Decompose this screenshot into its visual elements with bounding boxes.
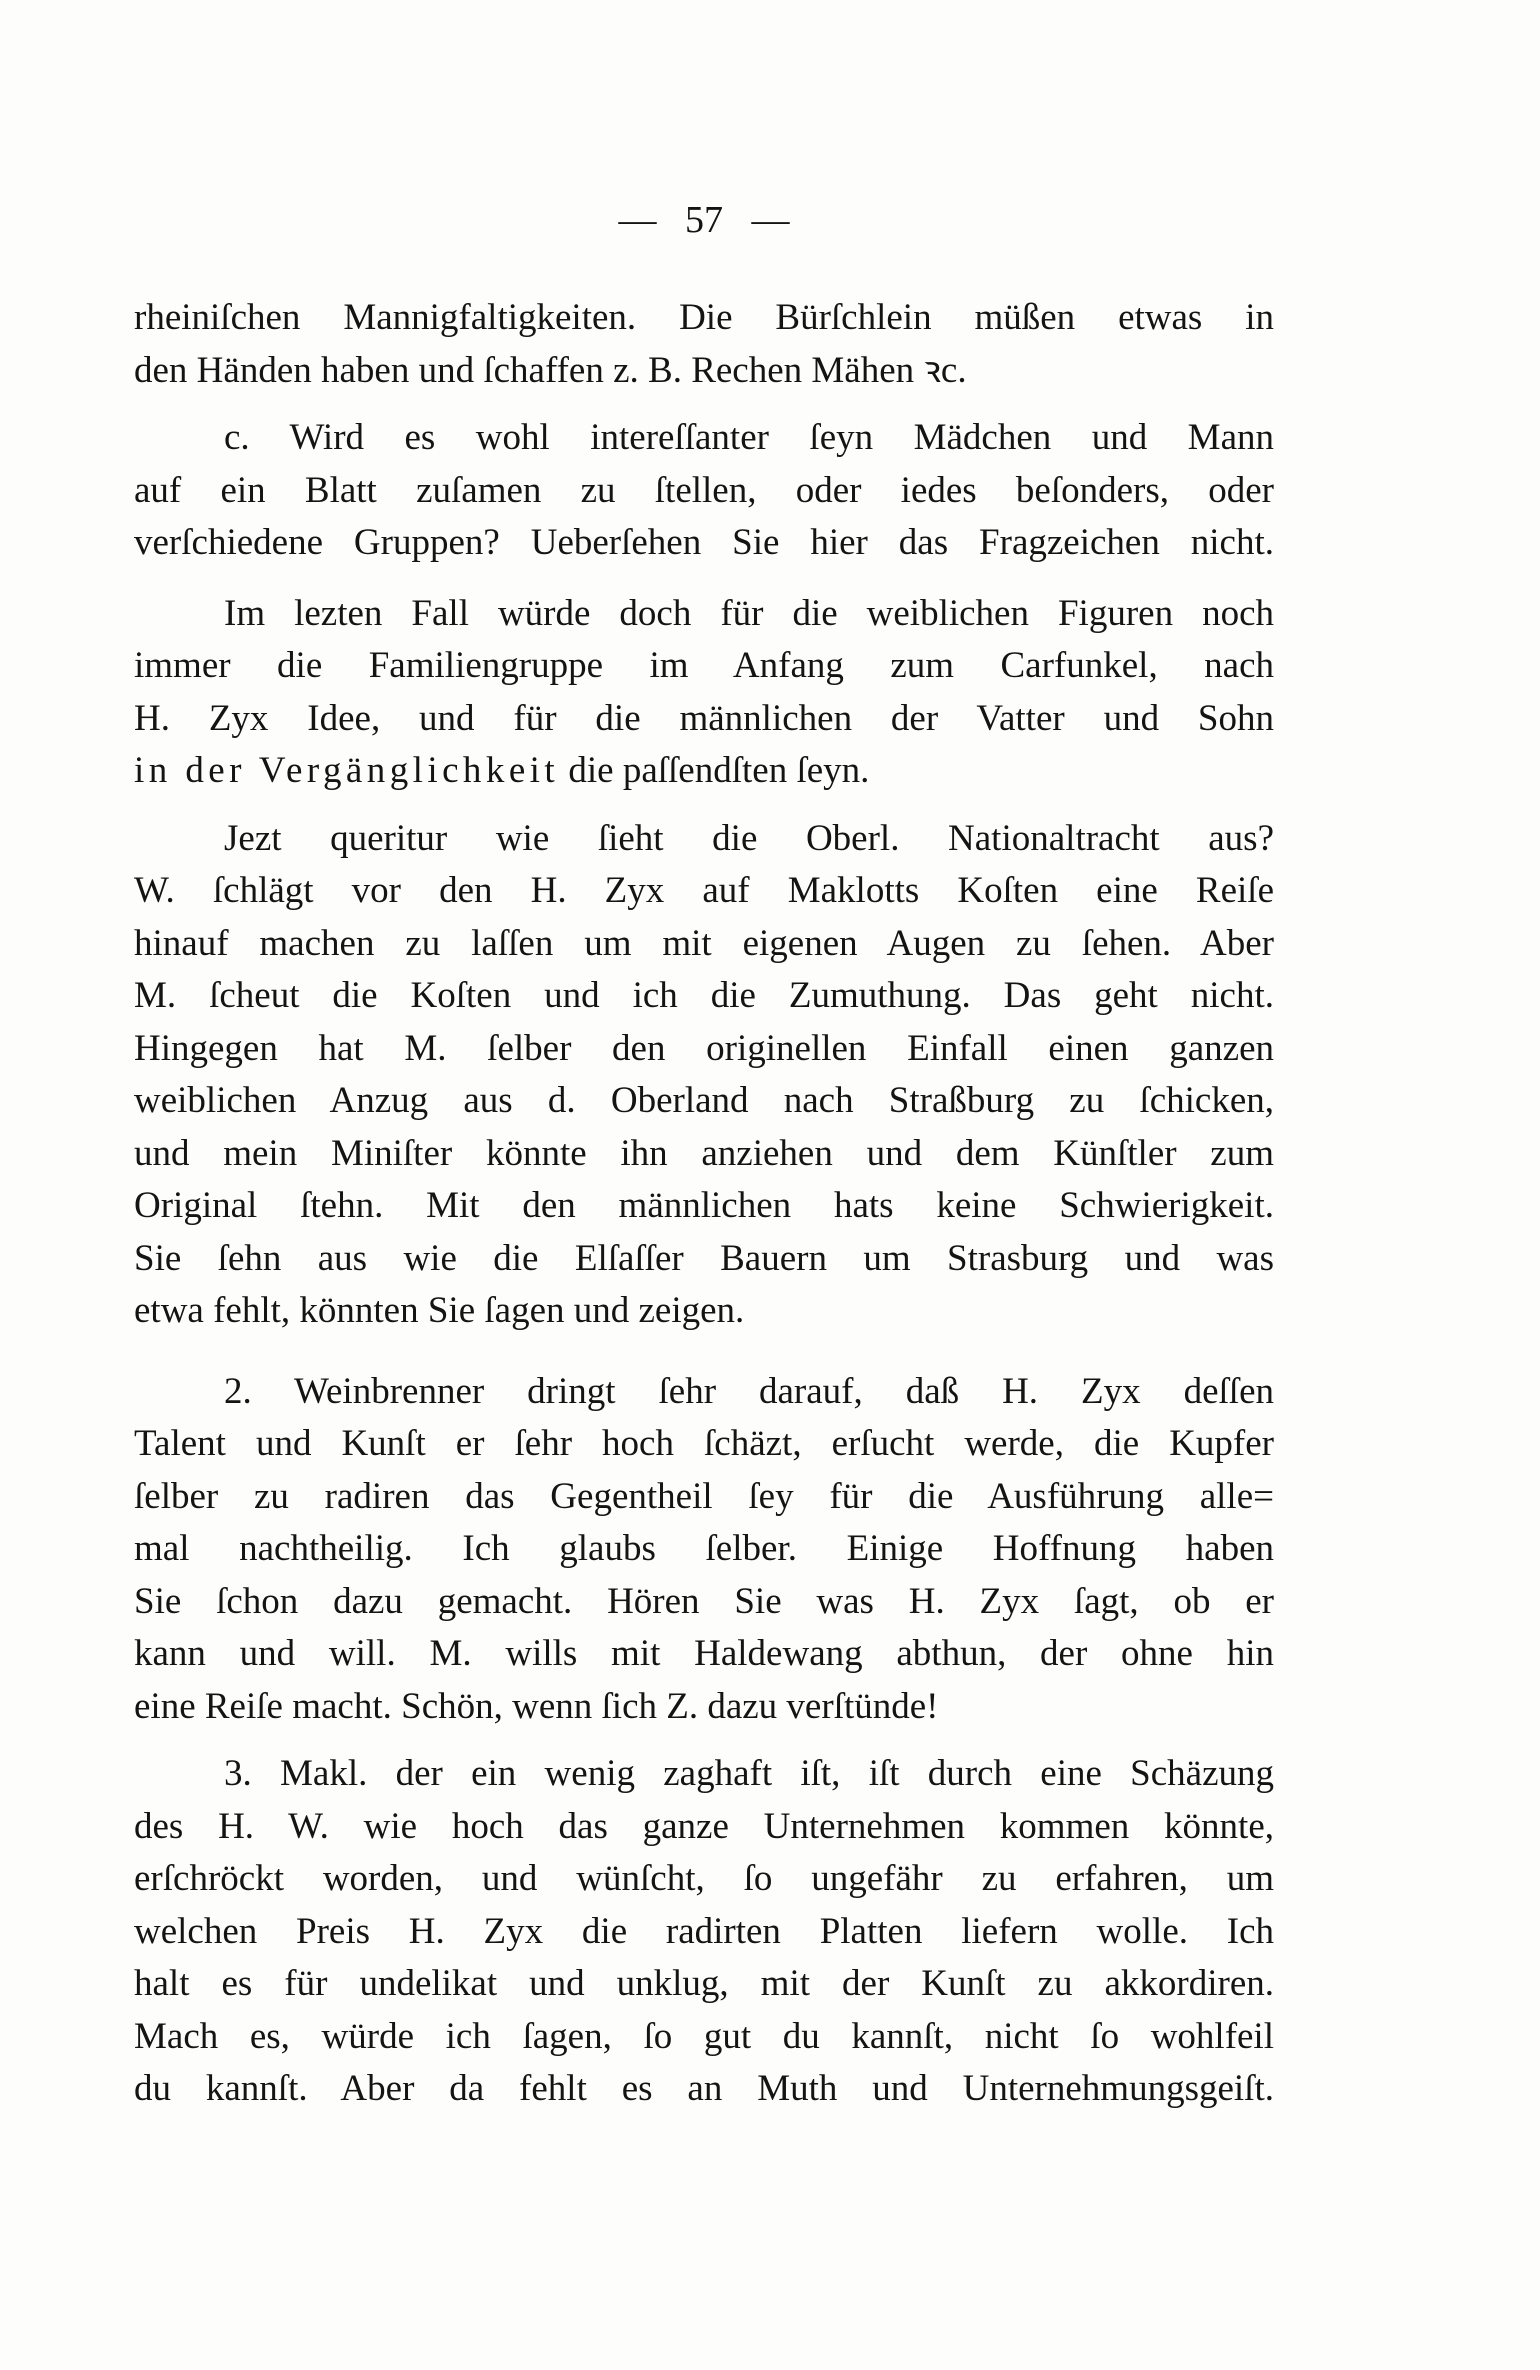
text-line: immer die Familiengruppe im Anfang zum Carfunkel, nach [134, 645, 1274, 686]
text-line: den Händen haben und ſchaffen z. B. Rechen Mähen ꝛc. [134, 349, 967, 391]
text-line: Jezt queritur wie ſieht die Oberl. Nationaltracht aus? [224, 817, 1274, 859]
text-line: Hingegen hat M. ſelber den originellen Einfall einen ganzen [134, 1027, 1274, 1069]
text-line: hinauf machen zu laſſen um mit eigenen Augen zu ſehen. Aber [134, 922, 1274, 964]
text-line: Sie ſehn aus wie die Elſaſſer Bauern um Strasburg und was [134, 1237, 1274, 1279]
text-line: mal nachtheilig. Ich glaubs ſelber. Einige Hoffnung haben [134, 1528, 1274, 1569]
text-line: Sie ſchon dazu gemacht. Hören Sie was H. Zyx ſagt, ob er [134, 1580, 1274, 1622]
emphasized-phrase: in der Vergänglichkeit [134, 750, 560, 791]
text-line: du kannſt. Aber da fehlt es an Muth und Unternehmungsgeiſt. [134, 2068, 1274, 2109]
text-line: H. Zyx Idee, und für die männlichen der Vatter und Sohn [134, 697, 1274, 739]
text-line [134, 745, 1274, 798]
text-line: rheiniſchen Mannigfaltigkeiten. Die Bürſchlein müßen etwas in [134, 297, 1274, 338]
text-line: M. ſcheut die Koſten und ich die Zumuthung. Das geht nicht. [134, 975, 1274, 1016]
body-text [134, 292, 1274, 2116]
paragraph [134, 1748, 1274, 2116]
text-line: weiblichen Anzug aus d. Oberland nach Straßburg zu ſchicken, [134, 1080, 1274, 1121]
text-line: 2. Weinbrenner dringt ſehr darauf, daß H. Zyx deſſen [224, 1370, 1274, 1412]
text-line: kann und will. M. wills mit Haldewang abthun, der ohne hin [134, 1633, 1274, 1674]
text-line: c. Wird es wohl intereſſanter ſeyn Mädchen und Mann [224, 417, 1274, 458]
text-line: W. ſchlägt vor den H. Zyx auf Maklotts Koſten eine Reiſe [134, 870, 1274, 911]
text-line: etwa fehlt, könnten Sie ſagen und zeigen. [134, 1290, 745, 1331]
text-line: Talent und Kunſt er ſehr hoch ſchäzt, erſucht werde, die Kupfer [134, 1423, 1274, 1464]
paragraph [134, 412, 1274, 570]
text-line: verſchiedene Gruppen? Ueberſehen Sie hier das Fragzeichen nicht. [134, 522, 1274, 563]
paragraph [134, 292, 1274, 397]
paragraph [134, 1366, 1274, 1734]
text-line: Original ſtehn. Mit den männlichen hats keine Schwierigkeit. [134, 1185, 1274, 1226]
page-number-header: — 57 — [618, 199, 790, 241]
text-line: erſchröckt worden, und wünſcht, ſo ungefähr zu erfahren, um [134, 1858, 1274, 1899]
text-line: halt es für undelikat und unklug, mit der Kunſt zu akkordiren. [134, 1963, 1274, 2004]
text-line: Im lezten Fall würde doch für die weiblichen Figuren noch [224, 592, 1274, 634]
text-line: ſelber zu radiren das Gegentheil ſey für die Ausführung alle= [134, 1475, 1274, 1517]
text-line: des H. W. wie hoch das ganze Unternehmen kommen könnte, [134, 1805, 1274, 1847]
paragraph [134, 588, 1274, 798]
text-line: eine Reiſe macht. Schön, wenn ſich Z. dazu verſtünde! [134, 1685, 939, 1727]
text-line: welchen Preis H. Zyx die radirten Platten liefern wolle. Ich [134, 1910, 1274, 1952]
paragraph [134, 813, 1274, 1338]
text-line: und mein Miniſter könnte ihn anziehen und dem Künſtler zum [134, 1132, 1274, 1174]
text-line: Mach es, würde ich ſagen, ſo gut du kannſt, nicht ſo wohlfeil [134, 2015, 1274, 2057]
text-line: 3. Makl. der ein wenig zaghaft iſt, iſt durch eine Schäzung [224, 1753, 1274, 1794]
text-line: auf ein Blatt zuſamen zu ſtellen, oder iedes beſonders, oder [134, 469, 1274, 511]
line-remainder: die paſſendſten ſeyn. [568, 750, 870, 791]
